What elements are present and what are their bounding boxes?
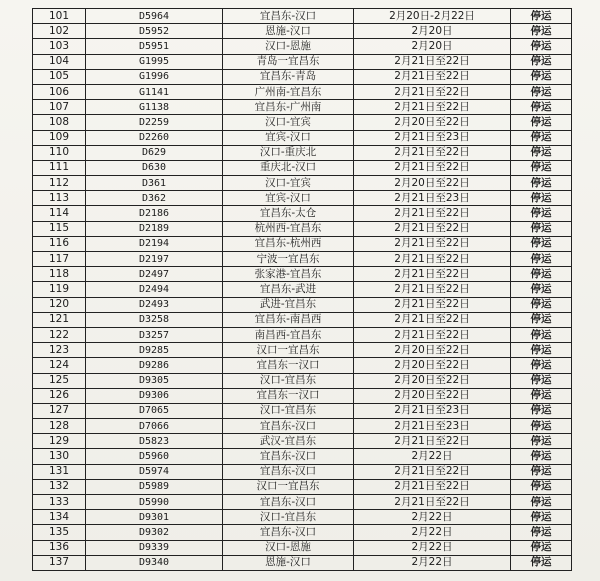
date-range-cell: 2月21日至22日	[354, 495, 511, 510]
train-number-cell: D2186	[86, 206, 223, 221]
table-row	[33, 419, 572, 434]
route-cell: 宜宾-汉口	[223, 191, 354, 206]
train-number-cell: D7066	[86, 419, 223, 434]
train-number-cell: D362	[86, 191, 223, 206]
status-cell: 停运	[511, 343, 572, 358]
train-number-cell: D2260	[86, 130, 223, 145]
route-cell: 宜宾-汉口	[223, 130, 354, 145]
row-number-cell: 135	[33, 525, 86, 540]
route-cell: 汉口-重庆北	[223, 145, 354, 160]
row-number-cell: 126	[33, 388, 86, 403]
date-range-cell: 2月20日至22日	[354, 358, 511, 373]
date-range-cell: 2月22日	[354, 525, 511, 540]
status-cell: 停运	[511, 69, 572, 84]
route-cell: 宁波一宜昌东	[223, 252, 354, 267]
date-range-cell: 2月20日-2月22日	[354, 9, 511, 24]
route-cell: 宜昌东-太仓	[223, 206, 354, 221]
route-cell: 宜昌东-杭州西	[223, 236, 354, 251]
status-cell: 停运	[511, 434, 572, 449]
status-cell: 停运	[511, 312, 572, 327]
train-suspension-table	[32, 8, 572, 571]
date-range-cell: 2月22日	[354, 540, 511, 555]
row-number-cell: 124	[33, 358, 86, 373]
status-cell: 停运	[511, 373, 572, 388]
train-number-cell: D9286	[86, 358, 223, 373]
row-number-cell: 123	[33, 343, 86, 358]
route-cell: 青岛一宜昌东	[223, 54, 354, 69]
status-cell: 停运	[511, 297, 572, 312]
train-number-cell: D9340	[86, 555, 223, 570]
date-range-cell: 2月21日至22日	[354, 327, 511, 342]
status-cell: 停运	[511, 464, 572, 479]
status-cell: 停运	[511, 221, 572, 236]
status-cell: 停运	[511, 145, 572, 160]
date-range-cell: 2月21日至22日	[354, 252, 511, 267]
table-row	[33, 525, 572, 540]
train-number-cell: D9339	[86, 540, 223, 555]
train-number-cell: D9302	[86, 525, 223, 540]
table-row	[33, 495, 572, 510]
date-range-cell: 2月21日至22日	[354, 297, 511, 312]
row-number-cell: 130	[33, 449, 86, 464]
date-range-cell: 2月21日至22日	[354, 312, 511, 327]
route-cell: 武汉-宜昌东	[223, 434, 354, 449]
status-cell: 停运	[511, 479, 572, 494]
date-range-cell: 2月21日至22日	[354, 464, 511, 479]
row-number-cell: 136	[33, 540, 86, 555]
table-row	[33, 373, 572, 388]
row-number-cell: 115	[33, 221, 86, 236]
date-range-cell: 2月22日	[354, 449, 511, 464]
train-number-cell: D7065	[86, 403, 223, 418]
table-row	[33, 434, 572, 449]
status-cell: 停运	[511, 525, 572, 540]
date-range-cell: 2月22日	[354, 555, 511, 570]
train-number-cell: D2494	[86, 282, 223, 297]
train-number-cell: D9306	[86, 388, 223, 403]
status-cell: 停运	[511, 176, 572, 191]
row-number-cell: 102	[33, 24, 86, 39]
train-number-cell: D5990	[86, 495, 223, 510]
date-range-cell: 2月21日至22日	[354, 221, 511, 236]
table-row	[33, 130, 572, 145]
route-cell: 张家港-宜昌东	[223, 267, 354, 282]
status-cell: 停运	[511, 555, 572, 570]
route-cell: 宜昌东-汉口	[223, 449, 354, 464]
route-cell: 恩施-汉口	[223, 24, 354, 39]
table-row	[33, 312, 572, 327]
table-row	[33, 540, 572, 555]
route-cell: 汉口-宜昌东	[223, 373, 354, 388]
date-range-cell: 2月20日至22日	[354, 373, 511, 388]
date-range-cell: 2月21日至22日	[354, 282, 511, 297]
status-cell: 停运	[511, 84, 572, 99]
status-cell: 停运	[511, 54, 572, 69]
status-cell: 停运	[511, 388, 572, 403]
row-number-cell: 117	[33, 252, 86, 267]
status-cell: 停运	[511, 419, 572, 434]
row-number-cell: 122	[33, 327, 86, 342]
table-row	[33, 84, 572, 99]
row-number-cell: 112	[33, 176, 86, 191]
date-range-cell: 2月21日至23日	[354, 130, 511, 145]
row-number-cell: 110	[33, 145, 86, 160]
row-number-cell: 121	[33, 312, 86, 327]
row-number-cell: 125	[33, 373, 86, 388]
row-number-cell: 116	[33, 236, 86, 251]
route-cell: 汉口-宜昌东	[223, 510, 354, 525]
row-number-cell: 128	[33, 419, 86, 434]
route-cell: 宜昌东一汉口	[223, 388, 354, 403]
date-range-cell: 2月21日至22日	[354, 84, 511, 99]
row-number-cell: 113	[33, 191, 86, 206]
row-number-cell: 114	[33, 206, 86, 221]
route-cell: 广州南-宜昌东	[223, 84, 354, 99]
train-number-cell: D2189	[86, 221, 223, 236]
train-number-cell: D5964	[86, 9, 223, 24]
route-cell: 宜昌东-汉口	[223, 464, 354, 479]
train-number-cell: G1141	[86, 84, 223, 99]
route-cell: 宜昌东-汉口	[223, 495, 354, 510]
route-cell: 汉口一宜昌东	[223, 479, 354, 494]
table-row	[33, 358, 572, 373]
date-range-cell: 2月21日至22日	[354, 160, 511, 175]
date-range-cell: 2月21日至22日	[354, 479, 511, 494]
status-cell: 停运	[511, 327, 572, 342]
train-number-cell: D9301	[86, 510, 223, 525]
row-number-cell: 108	[33, 115, 86, 130]
train-number-cell: D2497	[86, 267, 223, 282]
date-range-cell: 2月20日至22日	[354, 343, 511, 358]
train-number-cell: D2493	[86, 297, 223, 312]
table-row	[33, 9, 572, 24]
route-cell: 南昌西-宜昌东	[223, 327, 354, 342]
route-cell: 杭州西-宜昌东	[223, 221, 354, 236]
table-row	[33, 267, 572, 282]
date-range-cell: 2月22日	[354, 510, 511, 525]
date-range-cell: 2月21日至22日	[354, 236, 511, 251]
table-row	[33, 221, 572, 236]
row-number-cell: 137	[33, 555, 86, 570]
date-range-cell: 2月21日至22日	[354, 206, 511, 221]
table-row	[33, 54, 572, 69]
table-row	[33, 388, 572, 403]
date-range-cell: 2月21日至22日	[354, 69, 511, 84]
date-range-cell: 2月20日至22日	[354, 115, 511, 130]
train-number-cell: D2197	[86, 252, 223, 267]
route-cell: 宜昌东-广州南	[223, 100, 354, 115]
status-cell: 停运	[511, 9, 572, 24]
status-cell: 停运	[511, 100, 572, 115]
route-cell: 宜昌东-汉口	[223, 525, 354, 540]
route-cell: 宜昌东一汉口	[223, 358, 354, 373]
table-row	[33, 145, 572, 160]
table-row	[33, 555, 572, 570]
train-number-cell: D9285	[86, 343, 223, 358]
status-cell: 停运	[511, 24, 572, 39]
status-cell: 停运	[511, 540, 572, 555]
table-row	[33, 464, 572, 479]
train-number-cell: D3258	[86, 312, 223, 327]
table-row	[33, 206, 572, 221]
status-cell: 停运	[511, 267, 572, 282]
train-number-cell: G1138	[86, 100, 223, 115]
table-row	[33, 449, 572, 464]
table-row	[33, 403, 572, 418]
date-range-cell: 2月20日	[354, 39, 511, 54]
route-cell: 恩施-汉口	[223, 555, 354, 570]
train-number-cell: D2194	[86, 236, 223, 251]
table-row	[33, 191, 572, 206]
table-row	[33, 39, 572, 54]
row-number-cell: 131	[33, 464, 86, 479]
row-number-cell: 132	[33, 479, 86, 494]
table-row	[33, 24, 572, 39]
date-range-cell: 2月21日至22日	[354, 267, 511, 282]
status-cell: 停运	[511, 191, 572, 206]
route-cell: 汉口-宜昌东	[223, 403, 354, 418]
table-row	[33, 69, 572, 84]
train-number-cell: D629	[86, 145, 223, 160]
table-body	[33, 9, 572, 571]
date-range-cell: 2月21日至23日	[354, 403, 511, 418]
route-cell: 汉口-恩施	[223, 39, 354, 54]
status-cell: 停运	[511, 252, 572, 267]
route-cell: 汉口-宜宾	[223, 115, 354, 130]
table-row	[33, 297, 572, 312]
train-number-cell: D5951	[86, 39, 223, 54]
row-number-cell: 133	[33, 495, 86, 510]
date-range-cell: 2月21日至23日	[354, 191, 511, 206]
status-cell: 停运	[511, 115, 572, 130]
row-number-cell: 105	[33, 69, 86, 84]
status-cell: 停运	[511, 495, 572, 510]
row-number-cell: 107	[33, 100, 86, 115]
table-row	[33, 236, 572, 251]
train-number-cell: G1995	[86, 54, 223, 69]
route-cell: 宜昌东-汉口	[223, 9, 354, 24]
status-cell: 停运	[511, 282, 572, 297]
row-number-cell: 118	[33, 267, 86, 282]
date-range-cell: 2月21日至22日	[354, 54, 511, 69]
date-range-cell: 2月21日至22日	[354, 145, 511, 160]
date-range-cell: 2月20日	[354, 24, 511, 39]
row-number-cell: 109	[33, 130, 86, 145]
table-row	[33, 176, 572, 191]
route-cell: 重庆北-汉口	[223, 160, 354, 175]
status-cell: 停运	[511, 358, 572, 373]
status-cell: 停运	[511, 130, 572, 145]
row-number-cell: 106	[33, 84, 86, 99]
status-cell: 停运	[511, 206, 572, 221]
row-number-cell: 129	[33, 434, 86, 449]
train-number-cell: D3257	[86, 327, 223, 342]
table-row	[33, 252, 572, 267]
train-number-cell: D5974	[86, 464, 223, 479]
date-range-cell: 2月20日至22日	[354, 388, 511, 403]
train-number-cell: D5952	[86, 24, 223, 39]
route-cell: 汉口-宜宾	[223, 176, 354, 191]
date-range-cell: 2月21日至22日	[354, 434, 511, 449]
train-number-cell: D630	[86, 160, 223, 175]
status-cell: 停运	[511, 39, 572, 54]
route-cell: 宜昌东-汉口	[223, 419, 354, 434]
route-cell: 宜昌东-南昌西	[223, 312, 354, 327]
table-row	[33, 160, 572, 175]
row-number-cell: 120	[33, 297, 86, 312]
status-cell: 停运	[511, 510, 572, 525]
status-cell: 停运	[511, 449, 572, 464]
route-cell: 宜昌东-武进	[223, 282, 354, 297]
train-number-cell: D2259	[86, 115, 223, 130]
row-number-cell: 119	[33, 282, 86, 297]
train-number-cell: G1996	[86, 69, 223, 84]
table-row	[33, 510, 572, 525]
date-range-cell: 2月21日至23日	[354, 419, 511, 434]
status-cell: 停运	[511, 403, 572, 418]
row-number-cell: 111	[33, 160, 86, 175]
train-number-cell: D5823	[86, 434, 223, 449]
table-row	[33, 115, 572, 130]
route-cell: 汉口-恩施	[223, 540, 354, 555]
route-cell: 汉口一宜昌东	[223, 343, 354, 358]
table-row	[33, 327, 572, 342]
row-number-cell: 103	[33, 39, 86, 54]
table-row	[33, 282, 572, 297]
route-cell: 宜昌东-青岛	[223, 69, 354, 84]
train-number-cell: D5960	[86, 449, 223, 464]
train-number-cell: D9305	[86, 373, 223, 388]
row-number-cell: 101	[33, 9, 86, 24]
row-number-cell: 134	[33, 510, 86, 525]
row-number-cell: 127	[33, 403, 86, 418]
route-cell: 武进-宜昌东	[223, 297, 354, 312]
status-cell: 停运	[511, 160, 572, 175]
date-range-cell: 2月20日至22日	[354, 176, 511, 191]
status-cell: 停运	[511, 236, 572, 251]
table-row	[33, 343, 572, 358]
table-row	[33, 100, 572, 115]
train-number-cell: D5989	[86, 479, 223, 494]
date-range-cell: 2月21日至22日	[354, 100, 511, 115]
train-number-cell: D361	[86, 176, 223, 191]
table-row	[33, 479, 572, 494]
row-number-cell: 104	[33, 54, 86, 69]
